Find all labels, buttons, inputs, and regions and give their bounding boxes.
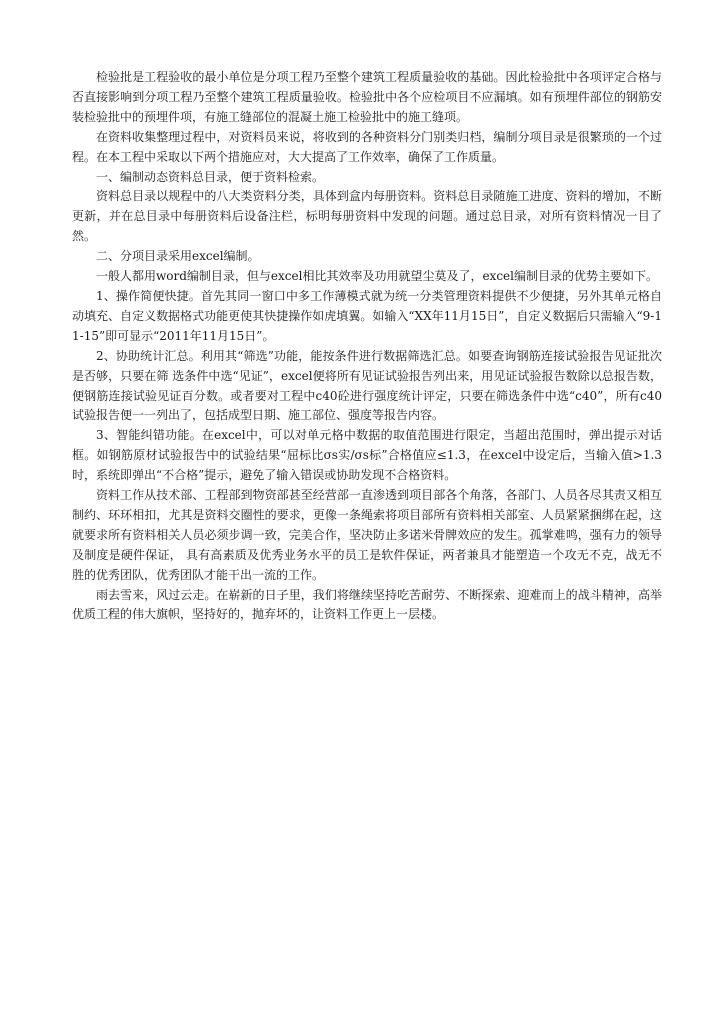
heading-master-index: 一、编制动态资料总目录，便于资料检索。 xyxy=(96,169,325,184)
paragraph-point-3: 3、智能纠错功能。在excel中，可以对单元格中数据的取值范围进行限定，当超出范围时，弹出提示对话框。如钢筋原材试验报告中的试验结果“屈标比σs实/σs标”合格值应≤1.3，在excel中设定后，当输入值>1.3时，系统即弹出“不合格”提示，避免了输入错误或协助发现不合格资料。 xyxy=(72,428,662,483)
paragraph-point-2: 2、协助统计汇总。利用其“筛选”功能，能按条件进行数据筛选汇总。如要查询钢筋连接试验报告见证批次是否够，只要在筛 选条件中选“见证”，excel便将所有见证试验报告列出来，用见证试验报告数除以总报告数，便钢筋连接试验见证百分数。或者要对工程中c40砼进行强度统计评定，只要在筛选条件中选“c40”，所有c40试验报告便一一列出了，包括成型日期、施工部位、强度等报告内容。 xyxy=(72,348,662,423)
paragraph-point-1: 1、操作简便快捷。首先其同一窗口中多工作薄模式就为统一分类管理资料提供不少便捷，另外其单元格自动填充、自定义数据格式功能更使其快捷操作如虎填翼。如输入“XX年11月15日”，自定义数据后只需输入“9-11-15”即可显示“2011年11月15日”。 xyxy=(72,288,662,343)
paragraph-excel-compare: 一般人都用word编制目录，但与excel相比其效率及功用就望尘莫及了，excel编制目录的优势主要如下。 xyxy=(96,269,658,284)
paragraph-teamwork: 资料工作从技术部、工程部到物资部甚至经营部一直渗透到项目部各个角落，各部门、人员各尽其责又相互制约、环环相扣，尤其是资料交圈性的要求，更像一条绳索将项目部所有资料相关部室、人员紧紧捆绑在起，这就要求所有资料相关人员必须步调一致，完美合作，坚决防止多诺米骨牌效应的发生。孤掌难鸣，强有力的领导及制度是硬件保证， 具有高素质及优秀业务水平的员工是软件保证，两者兼具才能塑造一个攻无不克，战无不胜的优秀团队，优秀团队才能干出一流的工作。 xyxy=(72,488,662,582)
paragraph-master-index: 资料总目录以规程中的八大类资料分类，具体到盒内每册资料。资料总目录随施工进度、资料的增加，不断更新，并在总目录中每册资料后设备注栏，标明每册资料中发现的问题。通过总目录，对所有资料情况一目了然。 xyxy=(72,189,662,244)
paragraph-collection: 在资料收集整理过程中，对资料员来说，将收到的各种资料分门别类归档，编制分项目录是很繁琐的一个过程。在本工程中采取以下两个措施应对，大大提高了工作效率，确保了工作质量。 xyxy=(72,129,662,164)
document-body xyxy=(72,68,662,625)
paragraph-intro: 检验批是工程验收的最小单位是分项工程乃至整个建筑工程质量验收的基础。因此检验批中各项评定合格与否直接影响到分项工程乃至整个建筑工程质量验收。检验批中各个应检项目不应漏填。如有预埋件部位的钢筋安装检验批中的预埋件项，有施工缝部位的混凝土施工检验批中的施工缝项。 xyxy=(72,70,662,124)
heading-excel-index: 二、分项目录采用excel编制。 xyxy=(96,249,260,264)
paragraph-closing: 雨去雪来，风过云走。在崭新的日子里，我们将继续坚持吃苦耐劳、不断探索、迎难而上的战斗精神，高举优质工程的伟大旗帜，坚持好的，抛弃坏的，让资料工作更上一层楼。 xyxy=(72,587,662,622)
